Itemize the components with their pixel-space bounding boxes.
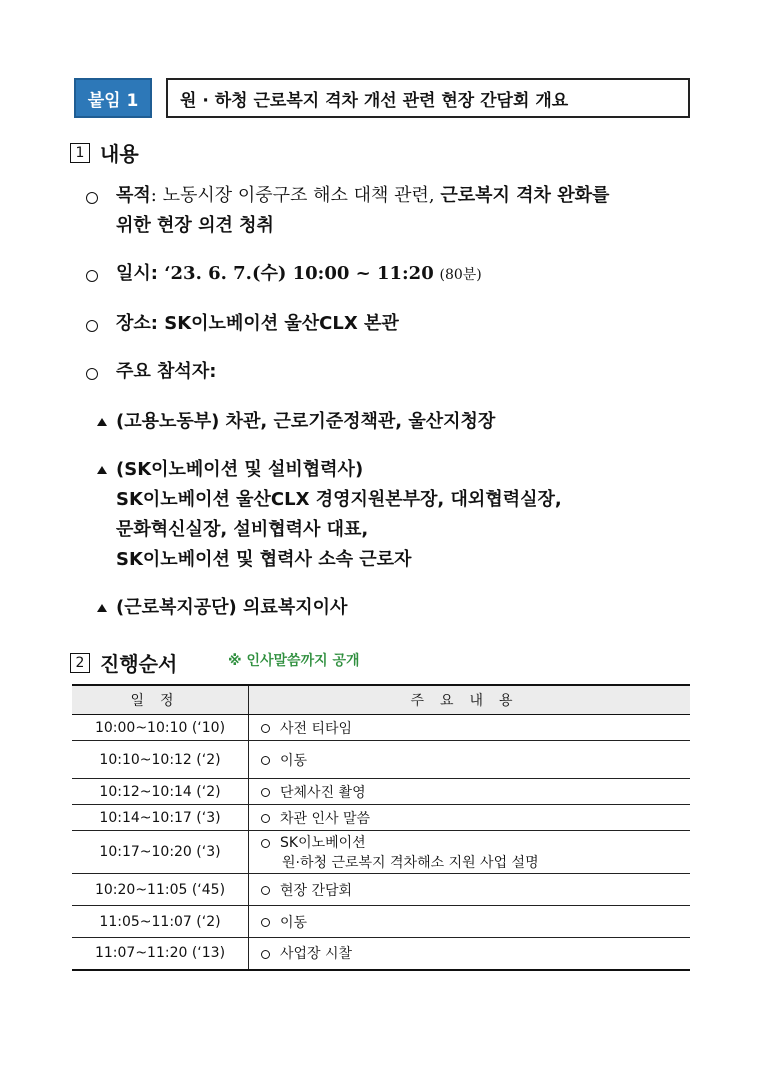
- attendee-group-line: (근로복지공단) 의료복지이사: [116, 597, 348, 618]
- section-1-heading: [70, 138, 139, 167]
- section-2-heading: [70, 648, 177, 677]
- time-cell: 11:05~11:07 (‘2): [72, 906, 249, 938]
- place-label: 장소:: [116, 313, 165, 334]
- attendee-group-line: SK이노베이션 및 협력사 소속 근로자: [116, 549, 412, 570]
- table-header-row: [72, 685, 690, 715]
- content-text: 차관 인사 말씀: [280, 810, 371, 827]
- bullet-circle-icon: [86, 192, 98, 204]
- attendee-group-line: 문화혁신실장, 설비협력사 대표,: [116, 519, 369, 540]
- section-number-box: 1: [70, 143, 90, 163]
- bullet-circle-icon: [261, 788, 270, 797]
- purpose-line: [116, 182, 609, 210]
- date-duration: (80분): [439, 267, 482, 283]
- bullet-circle-icon: [86, 270, 98, 282]
- content-cell: [249, 874, 691, 906]
- table-row: [72, 715, 690, 741]
- time-cell: 10:10~10:12 (‘2): [72, 741, 249, 779]
- table-row: [72, 741, 690, 779]
- table-row: [72, 874, 690, 906]
- date-line: [116, 260, 482, 289]
- bullet-circle-icon: [86, 320, 98, 332]
- content-cell: [249, 938, 691, 970]
- bullet-triangle-icon: [97, 604, 107, 612]
- content-text: 사전 티타임: [280, 720, 353, 737]
- bullet-circle-icon: [261, 886, 270, 895]
- bullet-circle-icon: [261, 756, 270, 765]
- table-row: [72, 779, 690, 805]
- section-title: 내용: [100, 142, 139, 166]
- document-title: 원 · 하청 근로복지 격차 개선 관련 현장 간담회 개요: [166, 78, 690, 118]
- time-cell: 10:14~10:17 (‘3): [72, 805, 249, 831]
- content-cell: [249, 831, 691, 874]
- bullet-circle-icon: [86, 368, 98, 380]
- time-cell: 11:07~11:20 (‘13): [72, 938, 249, 970]
- table-row: [72, 938, 690, 970]
- time-cell: 10:17~10:20 (‘3): [72, 831, 249, 874]
- place-line: [116, 310, 399, 338]
- time-cell: 10:12~10:14 (‘2): [72, 779, 249, 805]
- time-cell: 10:00~10:10 (‘10): [72, 715, 249, 741]
- document-header: [74, 78, 690, 122]
- purpose-text: : 노동시장 이중구조 해소 대책 관련,: [150, 185, 441, 206]
- purpose-line-2: 위한 현장 의견 청취: [116, 215, 274, 236]
- content-text: 사업장 시찰: [280, 946, 353, 963]
- content-cell: [249, 779, 691, 805]
- table-row: [72, 906, 690, 938]
- content-text: 단체사진 촬영: [280, 784, 366, 801]
- bullet-circle-icon: [261, 839, 270, 848]
- attendees-label: 주요 참석자:: [116, 361, 217, 382]
- bullet-circle-icon: [261, 814, 270, 823]
- header-cell-content: 주요내용: [249, 685, 691, 715]
- attendee-group-line: (고용노동부) 차관, 근로기준정책관, 울산지청장: [116, 411, 496, 432]
- content-text: 현장 간담회: [280, 882, 353, 899]
- bullet-circle-icon: [261, 724, 270, 733]
- bullet-triangle-icon: [97, 466, 107, 474]
- content-text-line-2: 원·하청 근로복지 격차해소 지원 사업 설명: [282, 855, 539, 871]
- attachment-badge: 붙임 1: [74, 78, 152, 118]
- place-value: SK이노베이션 울산CLX 본관: [164, 313, 399, 334]
- date-value: ‘23. 6. 7.(수) 10:00 ~ 11:20: [164, 263, 434, 284]
- time-cell: 10:20~11:05 (‘45): [72, 874, 249, 906]
- content-text: SK이노베이션: [280, 835, 366, 851]
- bullet-circle-icon: [261, 918, 270, 927]
- content-cell: [249, 715, 691, 741]
- content-cell: [249, 906, 691, 938]
- table-row: [72, 805, 690, 831]
- public-note: ※ 인사말씀까지 공개: [228, 653, 360, 669]
- section-title: 진행순서: [100, 652, 178, 676]
- purpose-label: 목적: [116, 185, 151, 206]
- table-row: [72, 831, 690, 874]
- section-number-box: 2: [70, 653, 90, 673]
- content-cell: [249, 741, 691, 779]
- attendee-group-line: (SK이노베이션 및 설비협력사): [116, 459, 364, 480]
- attendee-group-line: SK이노베이션 울산CLX 경영지원본부장, 대외협력실장,: [116, 489, 562, 510]
- content-cell: [249, 805, 691, 831]
- schedule-table: [72, 684, 690, 971]
- bullet-triangle-icon: [97, 418, 107, 426]
- date-label: 일시:: [116, 263, 165, 284]
- purpose-text-bold: 근로복지 격차 완화를: [440, 185, 610, 206]
- content-text: 이동: [280, 914, 308, 931]
- header-cell-time: 일정: [72, 685, 249, 715]
- content-text: 이동: [280, 752, 308, 769]
- bullet-circle-icon: [261, 950, 270, 959]
